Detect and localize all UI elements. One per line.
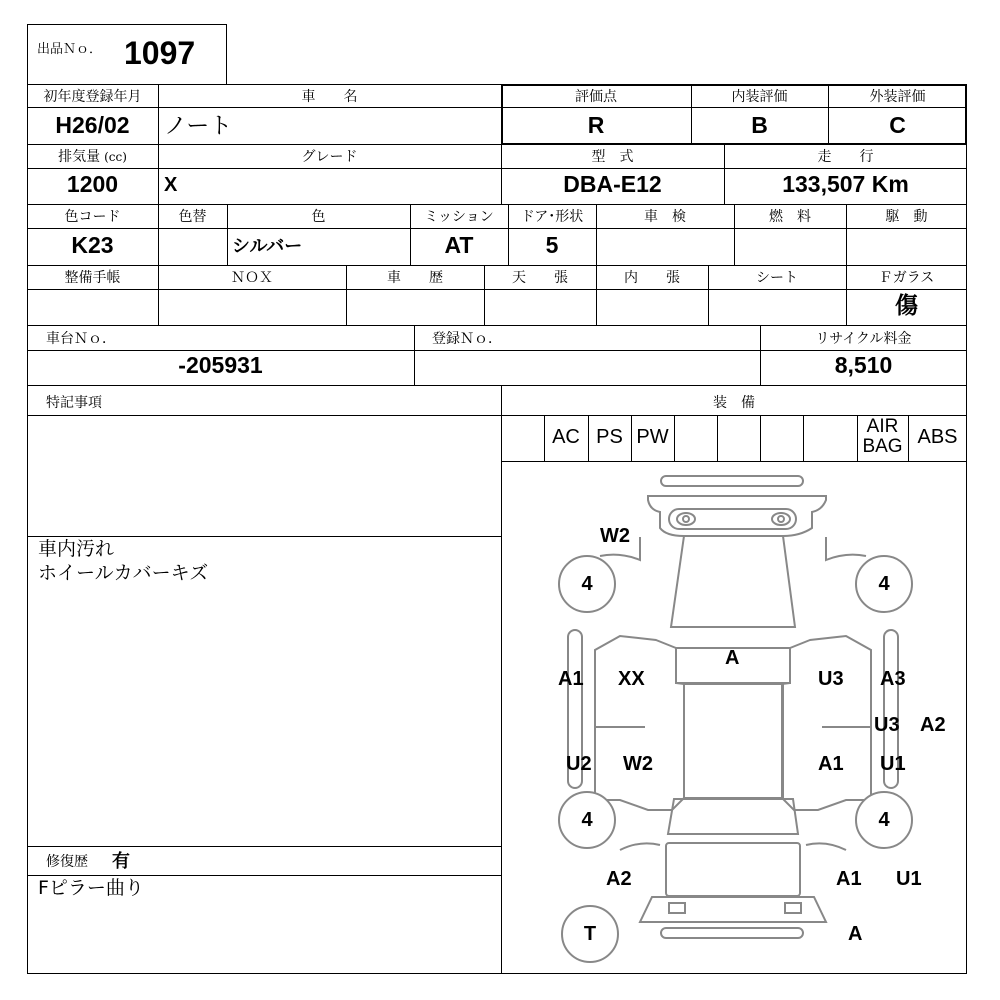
remarks-line: 車内汚れ <box>38 538 115 560</box>
hline <box>27 846 501 847</box>
grade-label: グレード <box>301 149 358 165</box>
equipment-abs: ABS <box>917 426 958 448</box>
hline <box>27 325 967 326</box>
displacement-label-text: 排気量 <box>58 149 101 165</box>
fuel-label: 燃 料 <box>769 209 811 225</box>
damage-mark: A2 <box>606 868 632 890</box>
color-code-value: K23 <box>71 232 114 258</box>
first-reg-value: H26/02 <box>55 112 130 138</box>
equipment-airbag: AIR BAG <box>862 416 903 457</box>
interior-value: B <box>751 112 768 138</box>
tire-rear-left-label: 4 <box>581 809 593 831</box>
displacement-value: 1200 <box>66 171 119 197</box>
hline <box>27 415 967 416</box>
damage-mark: U1 <box>880 753 906 775</box>
vline <box>803 415 804 461</box>
first-reg-label: 初年度登録年月 <box>43 89 142 105</box>
damage-mark: U3 <box>874 714 900 736</box>
equipment-pw: PW <box>636 426 669 448</box>
hline <box>27 265 967 266</box>
hline <box>27 228 967 229</box>
damage-mark: A <box>848 923 863 945</box>
damage-mark: XX <box>618 668 645 690</box>
damage-mark: W2 <box>623 753 653 775</box>
tire-rear-right-label: 4 <box>878 809 890 831</box>
inner-trim-label: 内 張 <box>624 270 680 286</box>
model-label: 型 式 <box>591 149 634 165</box>
damage-mark: A1 <box>836 868 862 890</box>
repair-history-value: 有 <box>112 851 130 872</box>
damage-mark: A <box>725 647 740 669</box>
displacement-label <box>27 148 158 166</box>
lot-number: 1097 <box>124 35 196 71</box>
vline <box>414 325 415 385</box>
recycle-value: 8,510 <box>834 352 893 378</box>
color-change-label: 色替 <box>178 209 207 225</box>
tire-front-left-label: 4 <box>581 573 593 595</box>
spare-tire-label: T <box>583 923 597 945</box>
hline <box>27 385 967 386</box>
color-value: シルバー <box>232 236 303 256</box>
drive-label: 駆 動 <box>885 209 928 225</box>
chassis-value: -205931 <box>178 352 263 378</box>
hline <box>27 204 967 205</box>
door-shape-label: ドア･形状 <box>520 209 584 225</box>
car-name-label: 車 名 <box>301 89 358 105</box>
color-code-label: 色コード <box>64 209 121 225</box>
score-value: R <box>587 112 605 138</box>
damage-mark: U2 <box>566 753 592 775</box>
sunroof-label: 天 張 <box>512 270 568 286</box>
history-label: 車 歴 <box>387 270 443 286</box>
inspection-label: 車 検 <box>644 209 686 225</box>
repair-note: Fピラー曲り <box>38 877 144 899</box>
hline <box>27 289 967 290</box>
f-glass-label: Ｆガラス <box>878 270 935 286</box>
exterior-label: 外装評価 <box>869 89 926 105</box>
vline <box>674 415 675 461</box>
damage-mark: U1 <box>896 868 922 890</box>
repair-history-label: 修復歴 <box>46 854 88 870</box>
displacement-unit: (cc) <box>104 150 127 164</box>
damage-mark: A2 <box>920 714 946 736</box>
f-glass-value: 傷 <box>895 292 918 319</box>
damage-mark: W2 <box>600 525 630 547</box>
tire-front-right-label: 4 <box>878 573 890 595</box>
recycle-label: リサイクル料金 <box>815 331 912 347</box>
score-label: 評価点 <box>575 89 617 105</box>
lot-number-label: 出品Ｎｏ． <box>37 42 103 57</box>
model-value: DBA-E12 <box>563 171 662 197</box>
transmission-value: AT <box>444 232 474 258</box>
registration-label: 登録Ｎｏ． <box>432 331 502 347</box>
grade-value: X <box>164 174 178 196</box>
equipment-ac: AC <box>552 426 580 448</box>
service-book-label: 整備手帳 <box>64 270 121 286</box>
door-shape-value: 5 <box>545 232 559 258</box>
nox-label: ＮＯＸ <box>231 270 273 286</box>
equipment-ps: PS <box>596 426 623 448</box>
damage-mark: A1 <box>818 753 844 775</box>
damage-mark: U3 <box>818 668 844 690</box>
vline <box>760 415 761 461</box>
remarks-label: 特記事項 <box>46 395 102 411</box>
chassis-label: 車台Ｎｏ． <box>46 331 116 347</box>
damage-mark: A3 <box>880 668 906 690</box>
transmission-label: ミッション <box>424 209 494 225</box>
lot-number-box <box>27 24 227 85</box>
remarks-line: ホイールカバーキズ <box>38 562 209 584</box>
mileage-label: 走 行 <box>817 149 874 165</box>
color-label: 色 <box>311 209 326 225</box>
car-name-value: ノート <box>164 112 233 138</box>
interior-label: 内装評価 <box>731 89 788 105</box>
damage-mark: A1 <box>558 668 584 690</box>
vline <box>717 415 718 461</box>
exterior-value: C <box>889 112 906 138</box>
mileage-value: 133,507 Km <box>782 171 909 197</box>
equipment-label: 装 備 <box>713 395 755 411</box>
seat-label: シート <box>756 270 798 286</box>
